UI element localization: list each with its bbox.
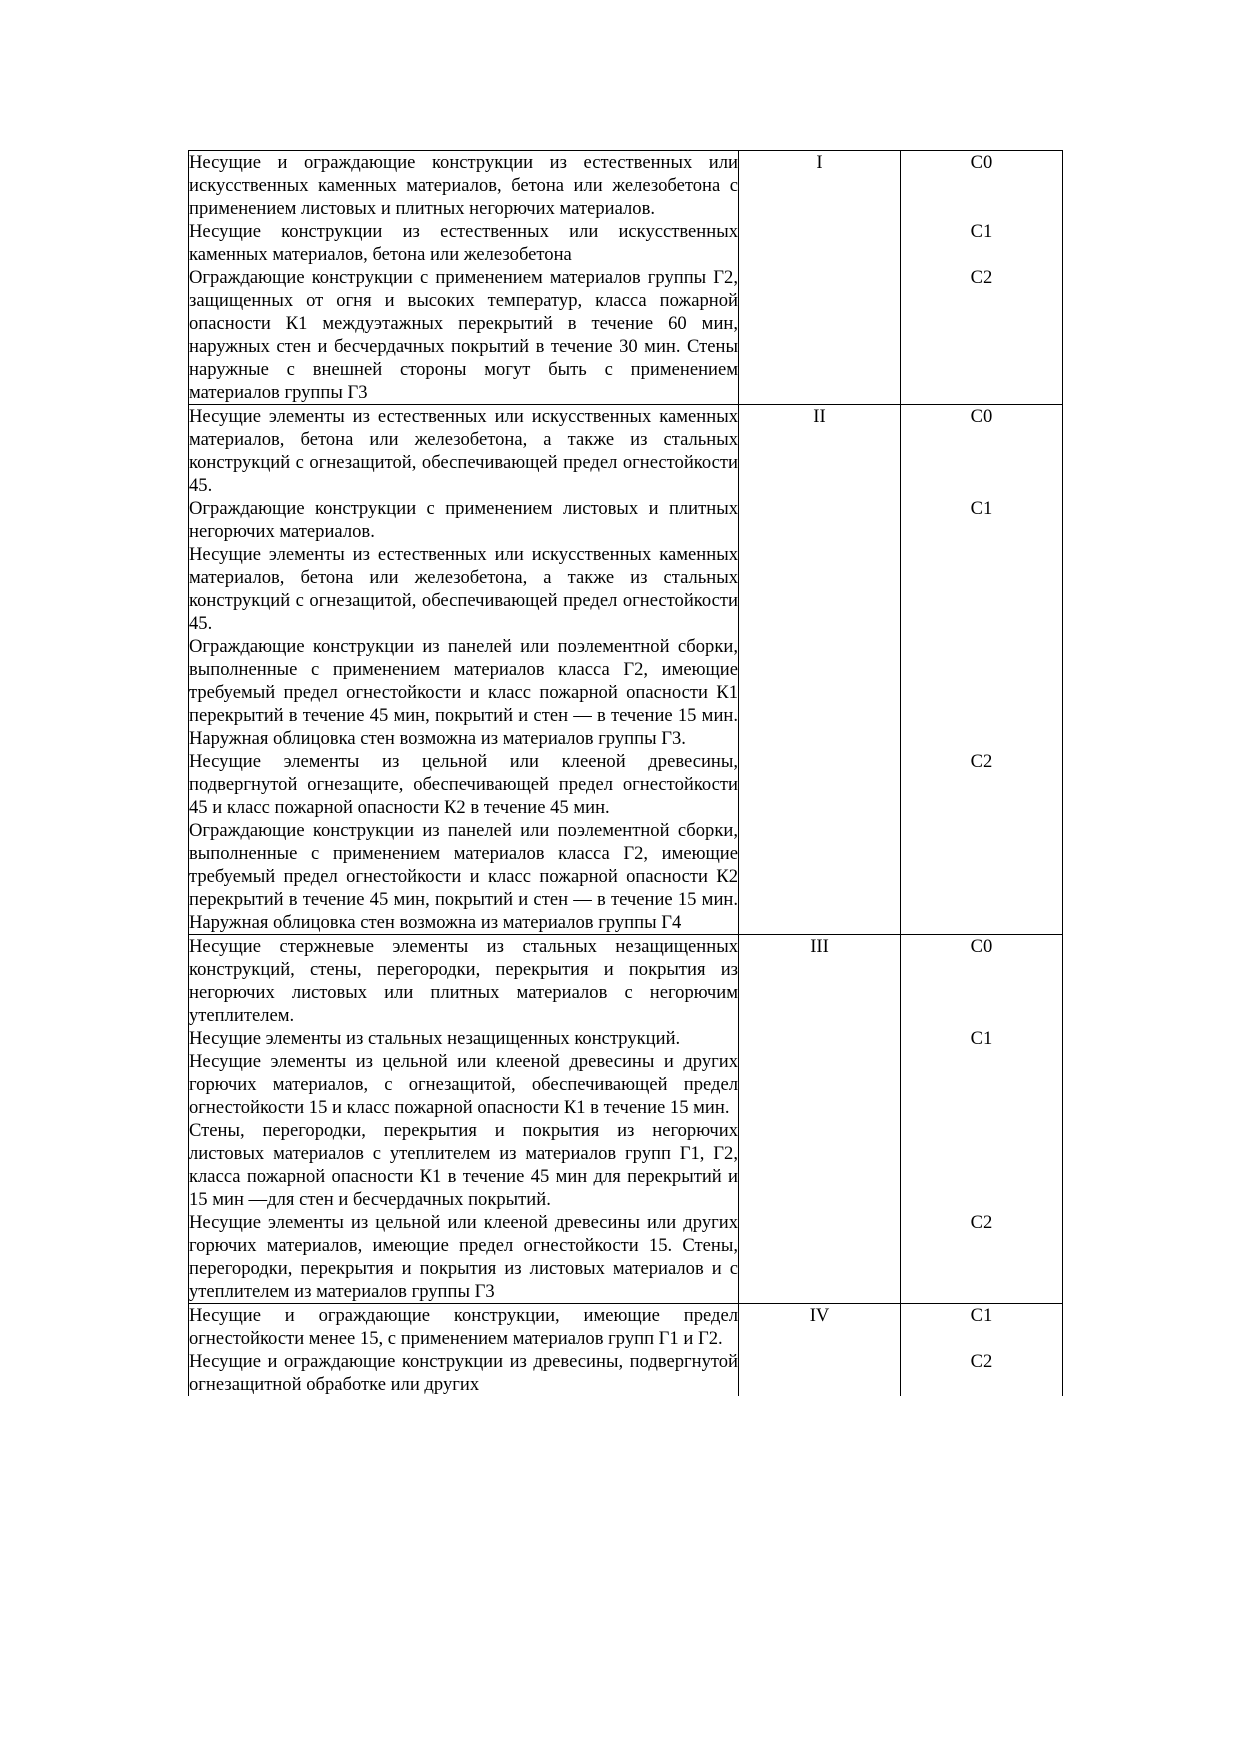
fire-resistance-degree: III (739, 935, 901, 1304)
constructive-fire-hazard-class: С2 (901, 266, 1063, 405)
construction-description: Несущие стержневые элементы из стальных незащищенных конструкций, стены, перегородки, перекрытия и покрытия из негорючих листовых или плитных материалов с негорючим утеплителем. (189, 936, 738, 1026)
table-row (189, 405, 1063, 498)
constructive-fire-hazard-class (901, 819, 1063, 935)
constructive-fire-hazard-class: С2 (901, 1350, 1063, 1396)
table-row (189, 750, 1063, 819)
construction-description: Несущие элементы из естественных или искусственных каменных материалов, бетона или железобетона, а также из стальных конструкций с огнезащитой, обеспечивающей предел огнестойкости 45. (189, 406, 738, 496)
table-row (189, 543, 1063, 635)
fire-resistance-degree: I (739, 151, 901, 405)
constructive-fire-hazard-class (901, 635, 1063, 750)
table-row (189, 635, 1063, 750)
construction-description: Несущие элементы из цельной или клееной древесины или других горючих материалов, имеющие предел огнестойкости 15. Стены, перегородки, перекрытия и покрытия из листовых материалов и с утеплителем из материалов группы Г3 (189, 1212, 738, 1302)
constructive-fire-hazard-class: С0 (901, 151, 1063, 221)
fire-resistance-table (188, 150, 1063, 1396)
construction-description: Ограждающие конструкции с применением материалов группы Г2, защищенных от огня и высоких температур, класса пожарной опасности К1 междуэтажных перекрытий в течение 60 мин, наружных стен и бесчердачных покрытий в течение 30 мин. Стены наружные с внешней стороны могут быть с применением материалов группы Г3 (189, 267, 738, 403)
fire-resistance-degree: IV (739, 1304, 901, 1397)
construction-description: Несущие и ограждающие конструкции, имеющие предел огнестойкости менее 15, с применением материалов групп Г1 и Г2. (189, 1305, 738, 1349)
construction-description: Несущие и ограждающие конструкции из естественных или искусственных каменных материалов, бетона или железобетона с применением листовых и плитных негорючих материалов. (189, 152, 738, 219)
constructive-fire-hazard-class: С1 (901, 220, 1063, 266)
construction-description: Ограждающие конструкции с применением листовых и плитных негорючих материалов. (189, 498, 738, 542)
constructive-fire-hazard-class (901, 1119, 1063, 1211)
constructive-fire-hazard-class: С0 (901, 935, 1063, 1028)
table-row (189, 220, 1063, 266)
table-row (189, 1350, 1063, 1396)
constructive-fire-hazard-class (901, 543, 1063, 635)
constructive-fire-hazard-class: С2 (901, 750, 1063, 819)
construction-description: Ограждающие конструкции из панелей или поэлементной сборки, выполненные с применением материалов класса Г2, имеющие требуемый предел огнестойкости и класс пожарной опасности К1 перекрытий в течение 45 мин, покрытий и стен — в течение 15 мин. Наружная облицовка стен возможна из материалов группы Г3. (189, 636, 738, 749)
constructive-fire-hazard-class: С1 (901, 1027, 1063, 1050)
construction-description: Несущие элементы из естественных или искусственных каменных материалов, бетона или железобетона, а также из стальных конструкций с огнезащитой, обеспечивающей предел огнестойкости 45. (189, 544, 738, 634)
construction-description: Несущие конструкции из естественных или искусственных каменных материалов, бетона или железобетона (189, 221, 738, 265)
table-row (189, 1050, 1063, 1119)
constructive-fire-hazard-class: С0 (901, 405, 1063, 498)
table-row (189, 1211, 1063, 1304)
constructive-fire-hazard-class: С1 (901, 497, 1063, 543)
table-row (189, 266, 1063, 405)
constructive-fire-hazard-class: С2 (901, 1211, 1063, 1304)
table-row (189, 1119, 1063, 1211)
construction-description: Несущие элементы из цельной или клееной древесины, подвергнутой огнезащите, обеспечивающей предел огнестойкости 45 и класс пожарной опасности К2 в течение 45 мин. (189, 751, 738, 818)
constructive-fire-hazard-class: С1 (901, 1304, 1063, 1351)
construction-description: Несущие элементы из цельной или клееной древесины и других горючих материалов, с огнезащитой, обеспечивающей предел огнестойкости 15 и класс пожарной опасности К1 в течение 15 мин. (189, 1051, 738, 1118)
construction-description: Стены, перегородки, перекрытия и покрытия из негорючих листовых материалов с утеплителем из материалов групп Г1, Г2, класса пожарной опасности К1 в течение 45 мин для перекрытий и 15 мин —для стен и бесчердачных покрытий. (189, 1120, 738, 1210)
construction-description: Несущие элементы из стальных незащищенных конструкций. (189, 1027, 739, 1050)
table-row (189, 1304, 1063, 1351)
table-row (189, 1027, 1063, 1050)
table-row (189, 151, 1063, 221)
fire-resistance-degree: II (739, 405, 901, 935)
table-row (189, 935, 1063, 1028)
constructive-fire-hazard-class (901, 1050, 1063, 1119)
construction-description: Несущие и ограждающие конструкции из древесины, подвергнутой огнезащитной обработке или других (189, 1351, 738, 1395)
table-row (189, 497, 1063, 543)
construction-description: Ограждающие конструкции из панелей или поэлементной сборки, выполненные с применением материалов класса Г2, имеющие требуемый предел огнестойкости и класс пожарной опасности К2 перекрытий в течение 45 мин, покрытий и стен — в течение 15 мин. Наружная облицовка стен возможна из материалов группы Г4 (189, 820, 738, 933)
table-row (189, 819, 1063, 935)
